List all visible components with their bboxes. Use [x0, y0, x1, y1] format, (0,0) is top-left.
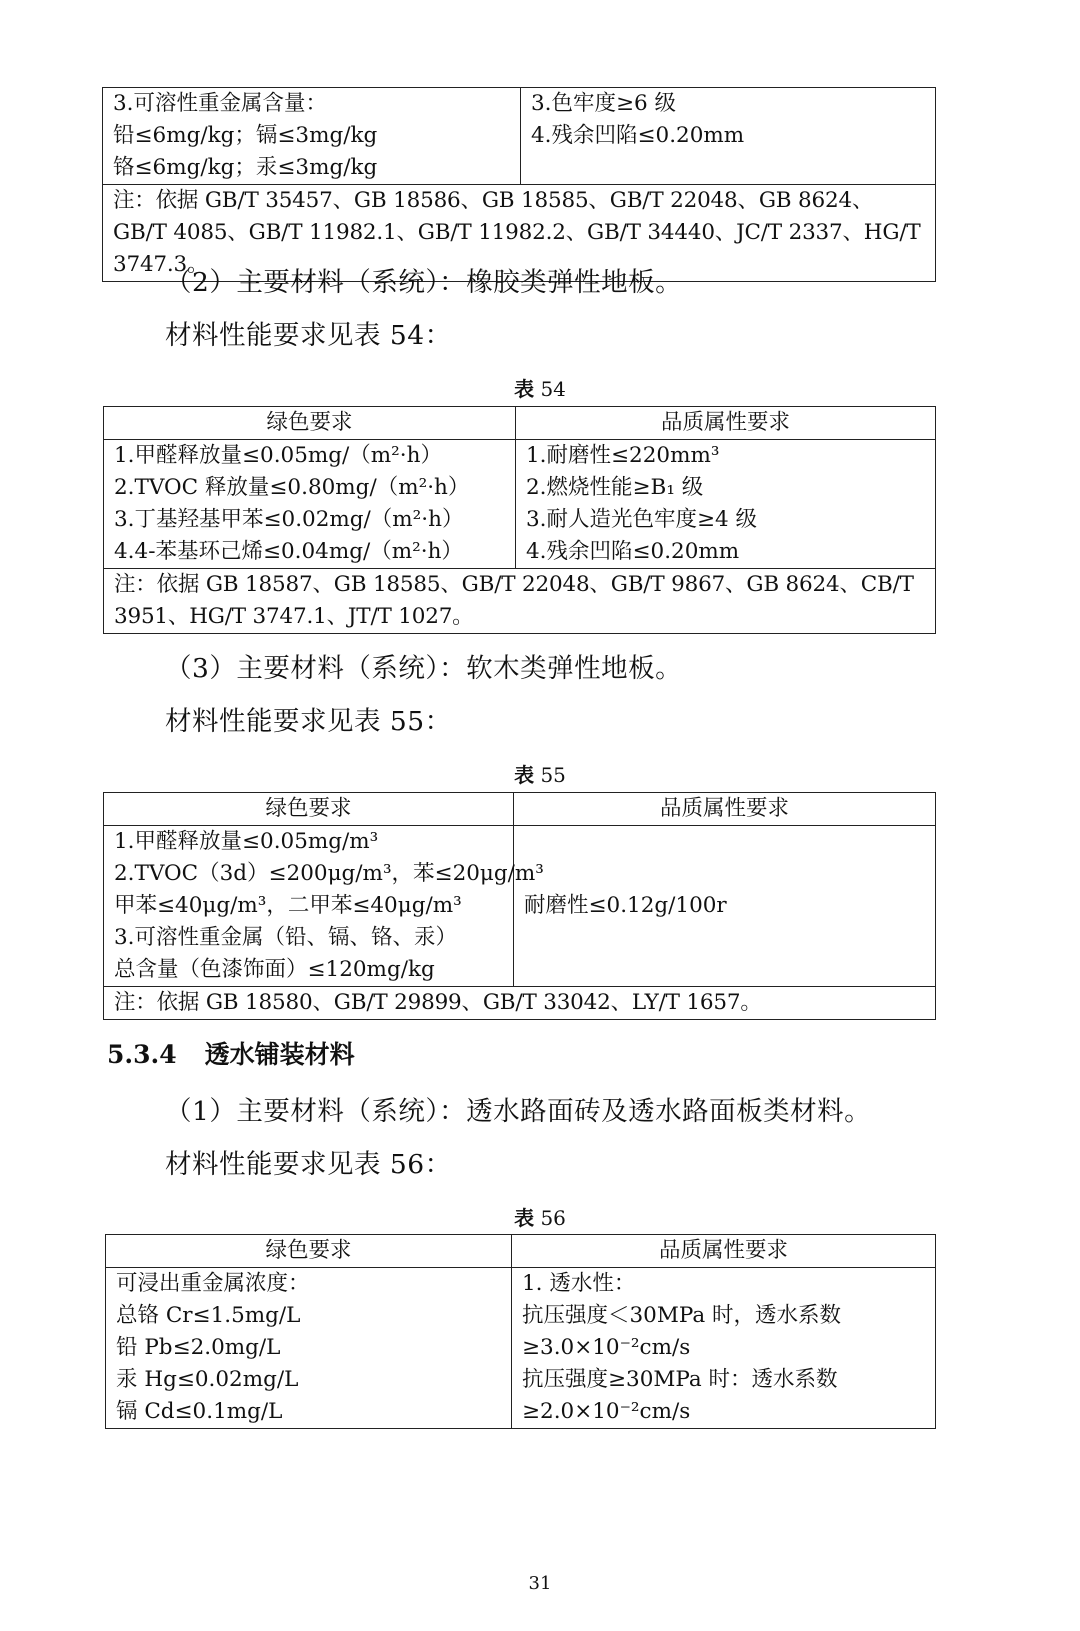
table-row: [106, 1268, 936, 1429]
green-requirements-cell: [103, 88, 521, 185]
table-note: 注：依据 GB 18580、GB/T 29899、GB/T 33042、LY/T 1657。: [104, 987, 936, 1020]
table-row: [103, 88, 936, 185]
table-header-row: [106, 1235, 936, 1268]
cell-line: 2.燃烧性能≥B₁ 级: [526, 475, 704, 500]
header-quality-requirements: 品质属性要求: [514, 793, 936, 826]
cell-line: 4.残余凹陷≤0.20mm: [531, 123, 745, 148]
caption-number: 54: [540, 377, 566, 401]
cell-line: 4.4-苯基环己烯≤0.04mg/（m²·h）: [114, 539, 463, 564]
quality-requirements-cell: [512, 1268, 936, 1429]
quality-requirements-cell: [516, 440, 936, 569]
cell-line: 1. 透水性：: [522, 1271, 636, 1296]
caption-number: 55: [540, 763, 566, 787]
cell-line: 铅 Pb≤2.0mg/L: [116, 1335, 281, 1360]
cell-line: 可浸出重金属浓度：: [116, 1271, 310, 1296]
cell-line: 铬≤6mg/kg；汞≤3mg/kg: [113, 155, 378, 180]
caption-label: 表: [514, 377, 535, 401]
table-note: 注：依据 GB/T 35457、GB 18586、GB 18585、GB/T 22048、GB 8624、GB/T 4085、GB/T 11982.1、GB/T 11982.2、GB/T 34440、JC/T 2337、HG/T 3747.3。: [103, 185, 936, 282]
cell-line: 1.甲醛释放量≤0.05mg/m³: [114, 829, 379, 854]
cell-line: 2.TVOC 释放量≤0.80mg/（m²·h）: [114, 475, 470, 500]
table-54: [103, 406, 936, 634]
cell-line: 2.TVOC（3d）≤200μg/m³，苯≤20μg/m³: [114, 861, 544, 886]
cell-line: 3.可溶性重金属含量：: [113, 91, 328, 116]
paragraph-table-56-ref: 材料性能要求见表 56：: [165, 1149, 452, 1180]
cell-line: 抗压强度≥30MPa 时：透水系数: [522, 1367, 838, 1392]
paragraph-table-54-ref: 材料性能要求见表 54：: [165, 320, 452, 351]
cell-line: 汞 Hg≤0.02mg/L: [116, 1367, 299, 1392]
header-green-requirements: 绿色要求: [106, 1235, 512, 1268]
cell-line: 1.甲醛释放量≤0.05mg/（m²·h）: [114, 443, 442, 468]
header-green-requirements: 绿色要求: [104, 793, 514, 826]
cell-line: ≥3.0×10⁻²cm/s: [522, 1335, 691, 1360]
table-55: [103, 792, 936, 1020]
table-row: [104, 826, 936, 987]
table-55-caption: [0, 762, 1080, 788]
green-requirements-cell: [104, 440, 516, 569]
section-number: 5.3.4: [107, 1040, 177, 1069]
cell-line: 铅≤6mg/kg；镉≤3mg/kg: [113, 123, 378, 148]
cell-line: 3.丁基羟基甲苯≤0.02mg/（m²·h）: [114, 507, 464, 532]
green-requirements-cell: [104, 826, 544, 987]
paragraph-table-55-ref: 材料性能要求见表 55：: [165, 706, 452, 737]
cell-line: 3.色牢度≥6 级: [531, 91, 677, 116]
cell-line: 抗压强度＜30MPa 时，透水系数: [522, 1303, 842, 1328]
caption-label: 表: [514, 763, 535, 787]
table-header-row: [104, 407, 936, 440]
table-row: [104, 440, 936, 569]
table-header-row: [104, 793, 936, 826]
cell-line: 镉 Cd≤0.1mg/L: [116, 1399, 283, 1424]
paragraph-material-3: （3）主要材料（系统）：软木类弹性地板。: [165, 653, 683, 684]
green-requirements-cell: [106, 1268, 512, 1429]
header-quality-requirements: 品质属性要求: [512, 1235, 936, 1268]
cell-line: 总含量（色漆饰面）≤120mg/kg: [114, 957, 435, 982]
table-54-caption: [0, 376, 1080, 402]
table-note-row: [104, 569, 936, 634]
paragraph-material-4: （1）主要材料（系统）：透水路面砖及透水路面板类材料。: [165, 1096, 872, 1127]
paragraph-material-2: （2）主要材料（系统）：橡胶类弹性地板。: [165, 267, 683, 298]
cell-line: ≥2.0×10⁻²cm/s: [522, 1399, 691, 1424]
cell-line: 4.残余凹陷≤0.20mm: [526, 539, 740, 564]
quality-requirements-cell: [521, 88, 936, 185]
section-heading: [107, 1038, 355, 1072]
cell-line: 1.耐磨性≤220mm³: [526, 443, 720, 468]
table-56: [105, 1234, 936, 1429]
table-note-row: [104, 987, 936, 1020]
cell-line: 3.可溶性重金属（铅、镉、铬、汞）: [114, 925, 458, 950]
table-56-caption: [0, 1205, 1080, 1231]
table-note: 注：依据 GB 18587、GB 18585、GB/T 22048、GB/T 9867、GB 8624、CB/T 3951、HG/T 3747.1、JT/T 1027。: [104, 569, 936, 634]
quality-requirements-cell: 耐磨性≤0.12g/100r: [514, 826, 936, 987]
cell-line: 3.耐人造光色牢度≥4 级: [526, 507, 758, 532]
caption-label: 表: [514, 1206, 535, 1230]
header-green-requirements: 绿色要求: [104, 407, 516, 440]
header-quality-requirements: 品质属性要求: [516, 407, 936, 440]
table-top-continuation: [102, 87, 936, 282]
cell-line: 甲苯≤40μg/m³，二甲苯≤40μg/m³: [114, 893, 462, 918]
page-number: 31: [528, 1573, 552, 1594]
caption-number: 56: [540, 1206, 566, 1230]
section-title: 透水铺装材料: [204, 1040, 355, 1069]
cell-line: 总铬 Cr≤1.5mg/L: [116, 1303, 301, 1328]
